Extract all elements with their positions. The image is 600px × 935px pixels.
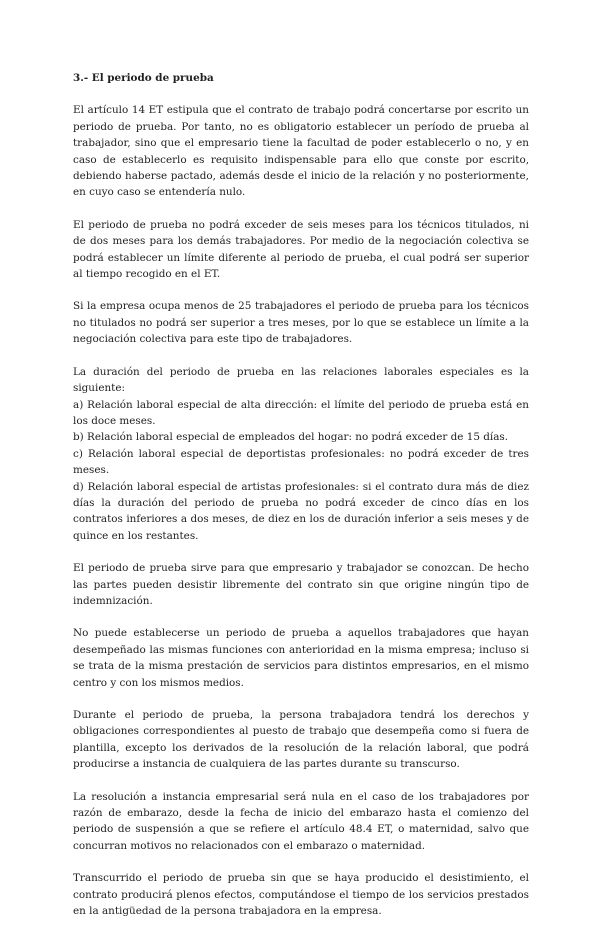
list-item: b) Relación laboral especial de empleados del hogar: no podrá exceder de 15 días.	[73, 431, 509, 444]
section-heading: 3.- El periodo de prueba	[73, 72, 214, 84]
list-item: c) Relación laboral especial de deportistas profesionales: no podrá exceder de tres meses.	[73, 447, 529, 477]
document-page	[73, 70, 529, 935]
paragraph-max-duration: El periodo de prueba no podrá exceder de seis meses para los técnicos titulados, ni de dos meses para los demás trabajadores. Por medio de la negociación colectiva se podrá establecer un límite diferente al periodo de prueba, el cual podrá ser superior al tiempo recogido en el ET.	[73, 218, 529, 281]
paragraph-pregnancy-nullity: La resolución a instancia empresarial será nula en el caso de los trabajadores por razón de embarazo, desde la fecha de inicio del embarazo hasta el comienzo del periodo de suspensión a que se refiere el artículo 48.4 ET, o maternidad, salvo que concurran motivos no relacionados con el embarazo o maternidad.	[73, 790, 529, 852]
paragraph-article-14: El artículo 14 ET estipula que el contrato de trabajo podrá concertarse por escrito un periodo de prueba. Por tanto, no es obligatorio establecer un período de prueba al trabajador, sino que el empresario tiene la facultad de poder establecerlo o no, y en caso de establecerlo es requisito indispensable para ello que conste por escrito, debiendo haberse pactado, además desde el inicio de la relación y no posteriormente, en cuyo caso se entendería nulo.	[73, 104, 529, 199]
paragraph-prior-functions: No puede establecerse un periodo de prueba a aquellos trabajadores que hayan desempeñado las mismas funciones con anterioridad en la misma empresa; incluso si se trata de la misma prestación de servicios para distintos empresarios, en el mismo centro y con los mismos medios.	[73, 627, 529, 689]
list-item: a) Relación laboral especial de alta dirección: el límite del periodo de prueba está en los doce meses.	[73, 398, 529, 427]
special-relations-list	[73, 397, 529, 545]
paragraph-rights-obligations: Durante el periodo de prueba, la persona trabajadora tendrá los derechos y obligaciones correspondientes al puesto de trabajo que desempeña como si fuera de plantilla, excepto los derivados de la resolución de la relación laboral, que podrá producirse a instancia de cualquiera de las partes durante su transcurso.	[73, 709, 529, 771]
paragraph-full-effects: Transcurrido el periodo de prueba sin que se haya producido el desistimiento, el contrato producirá plenos efectos, computándose el tiempo de los servicios prestados en la antigüedad de la persona trabajadora en la empresa.	[73, 872, 529, 918]
paragraph-special-relations-intro: La duración del periodo de prueba en las relaciones laborales especiales es la siguiente:	[73, 365, 529, 395]
paragraph-purpose: El periodo de prueba sirve para que empresario y trabajador se conozcan. De hecho las partes pueden desistir libremente del contrato sin que origine ningún tipo de indemnización.	[73, 562, 529, 607]
paragraph-small-company: Si la empresa ocupa menos de 25 trabajadores el periodo de prueba para los técnicos no titulados no podrá ser superior a tres meses, por lo que se establece un límite a la negociación colectiva para este tipo de trabajadores.	[73, 300, 529, 346]
list-item: d) Relación laboral especial de artistas profesionales: si el contrato dura más de diez días la duración del periodo de prueba no podrá exceder de cinco días en los contratos inferiores a dos meses, de diez en los de duración inferior a seis meses y de quince en los restantes.	[73, 480, 529, 542]
